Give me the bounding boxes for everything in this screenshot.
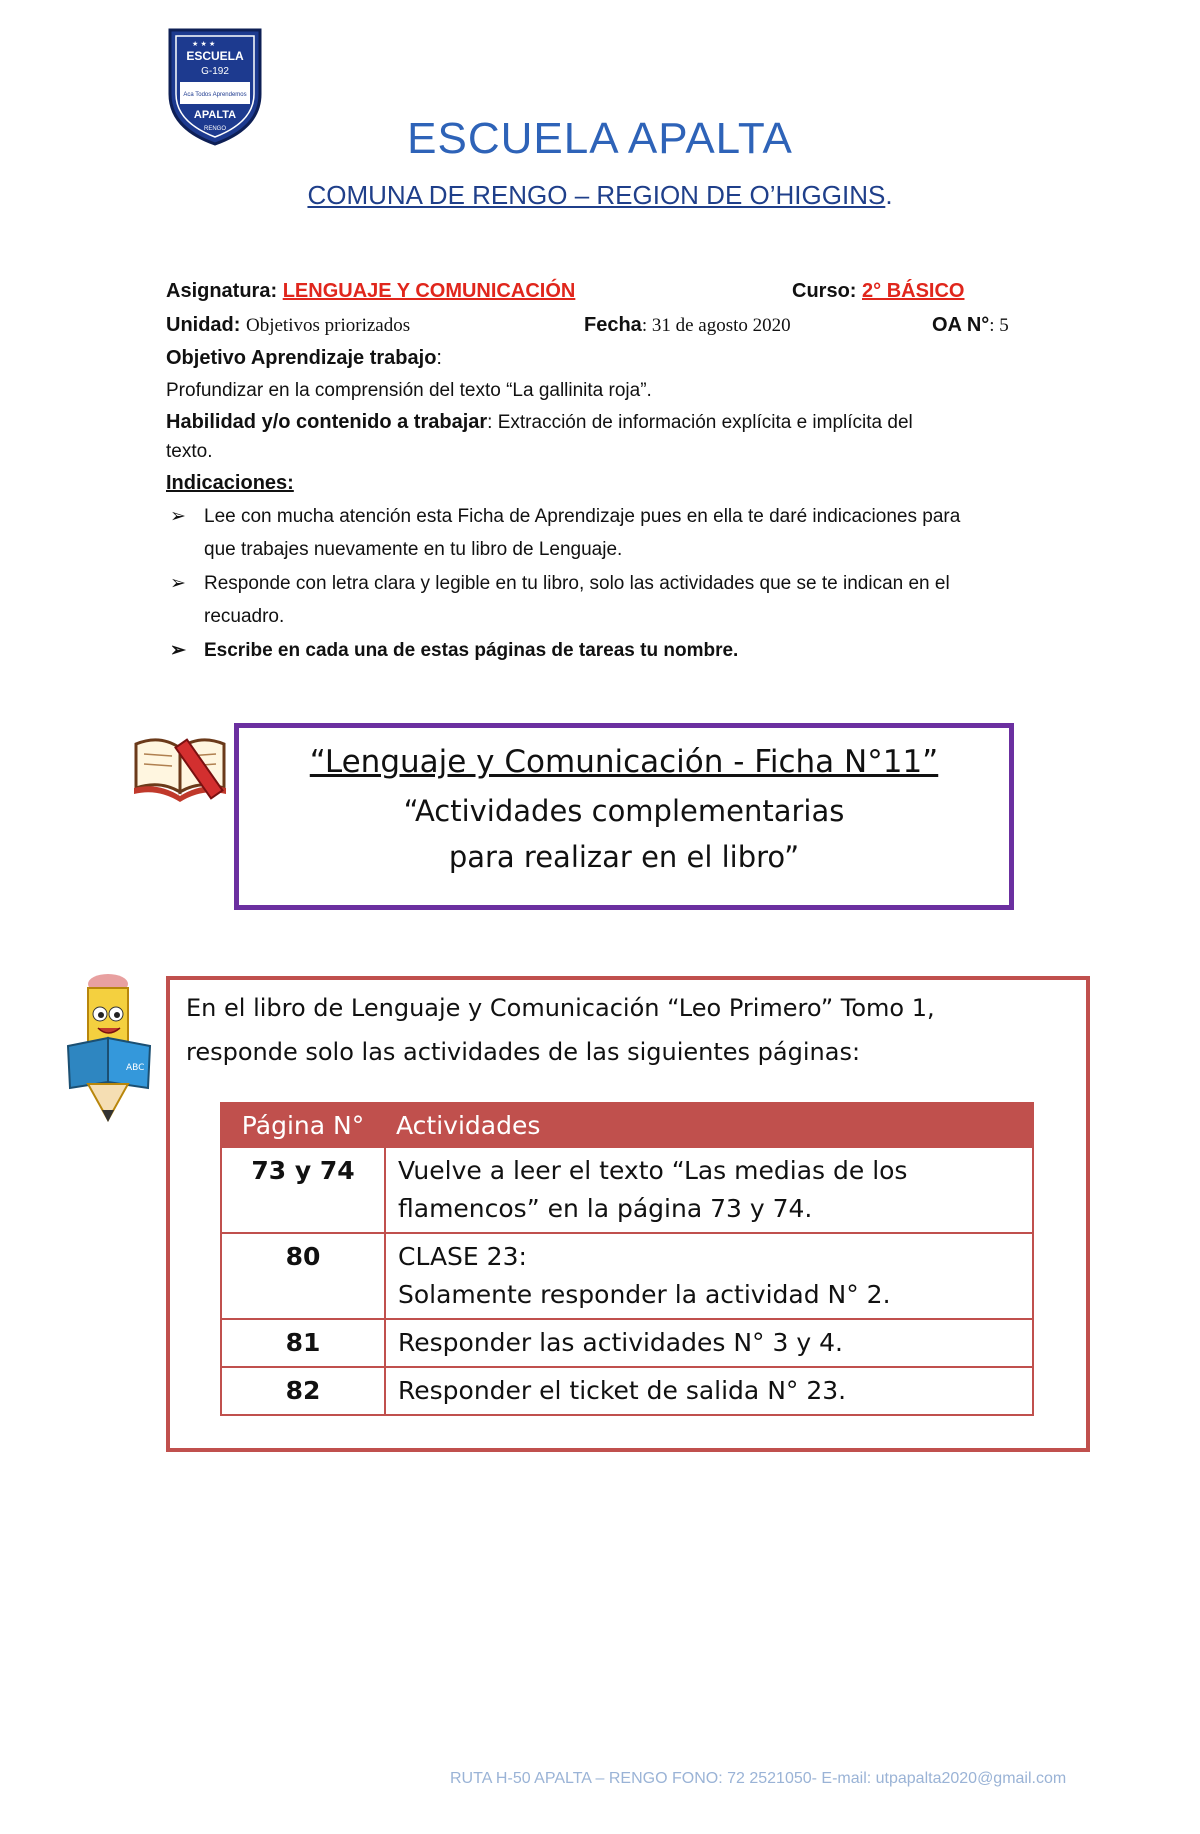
oa-label: OA N°	[932, 314, 990, 336]
book-pencil-icon	[130, 726, 234, 806]
activities-intro-line1: En el libro de Lenguaje y Comunicación “Leo Primero” Tomo 1,	[186, 994, 935, 1022]
bullet-item-2	[170, 567, 1084, 633]
unit-value: Objetivos priorizados	[246, 315, 411, 336]
instructions-label: Indicaciones:	[166, 472, 294, 494]
footer-contact: RUTA H-50 APALTA – RENGO FONO: 72 2521050- E-mail: utpapalta2020@gmail.com	[450, 1770, 1067, 1787]
table-row	[221, 1367, 1033, 1415]
course-row	[792, 280, 964, 303]
bullet-2-line2: recuadro.	[204, 606, 285, 627]
commune-text: COMUNA DE RENGO – REGION DE O’HIGGINS	[307, 180, 886, 210]
row-activity-line: flamencos” en la página 73 y 74.	[398, 1194, 813, 1223]
logo-line-1: ESCUELA	[186, 49, 244, 63]
skill-value-line2: texto.	[166, 441, 213, 462]
bullet-2-line1: Responde con letra clara y legible en tu libro, solo las actividades que se te indican en el	[204, 573, 950, 594]
subject-label: Asignatura:	[166, 280, 278, 302]
bullet-item-3	[170, 634, 1084, 667]
row-activity	[385, 1367, 1033, 1415]
worksheet-subtitle-line1: “Actividades complementarias	[403, 794, 845, 828]
row-activity	[385, 1319, 1033, 1367]
objective-value: Profundizar en la comprensión del texto “La gallinita roja”.	[166, 380, 652, 401]
bullet-item-1	[170, 500, 1084, 566]
subject-value: LENGUAJE Y COMUNICACIÓN	[282, 280, 576, 302]
skill-row	[166, 411, 913, 434]
row-page: 80	[221, 1233, 385, 1319]
bullet-3-line1: Escribe en cada una de estas páginas de tareas tu nombre.	[204, 640, 739, 661]
course-label: Curso:	[792, 280, 857, 302]
activities-table	[220, 1102, 1034, 1416]
mascot-book-letters: ABC	[126, 1063, 145, 1073]
row-activity-line: Responder las actividades N° 3 y 4.	[398, 1328, 843, 1357]
commune-region	[0, 180, 1200, 211]
bullet-1-line1: Lee con mucha atención esta Ficha de Aprendizaje pues en ella te daré indicaciones para	[204, 506, 961, 527]
row-page: 82	[221, 1367, 385, 1415]
commune-period: .	[885, 180, 893, 210]
bullet-arrow-icon: ➢	[170, 640, 186, 661]
table-header-row	[221, 1103, 1033, 1147]
table-row	[221, 1319, 1033, 1367]
bullet-1-line2: que trabajes nuevamente en tu libro de Lenguaje.	[204, 539, 623, 560]
objective-row	[166, 347, 442, 370]
row-activity	[385, 1233, 1033, 1319]
row-activity-line: Vuelve a leer el texto “Las medias de los	[398, 1156, 908, 1185]
unit-row	[166, 314, 410, 337]
row-activity-line: CLASE 23:	[398, 1242, 527, 1271]
logo-line-3: Aca Todos Aprendemos	[183, 92, 247, 98]
row-activity-line: Solamente responder la actividad N° 2.	[398, 1280, 891, 1309]
table-row	[221, 1233, 1033, 1319]
objective-label: Objetivo Aprendizaje trabajo	[166, 347, 437, 369]
school-name: ESCUELA APALTA	[407, 114, 793, 163]
course-value: 2° BÁSICO	[862, 280, 965, 302]
row-page: 73 y 74	[221, 1147, 385, 1233]
header-activities: Actividades	[385, 1103, 1033, 1147]
subject-row	[166, 280, 575, 303]
activities-intro-line2: responde solo las actividades de las siguientes páginas:	[186, 1038, 861, 1066]
svg-text:★ ★ ★: ★ ★ ★	[192, 40, 216, 48]
date-row	[584, 314, 791, 337]
pencil-reading-mascot-icon	[62, 970, 162, 1136]
worksheet-title: “Lenguaje y Comunicación - Ficha N°11”	[309, 744, 939, 780]
row-page: 81	[221, 1319, 385, 1367]
row-activity	[385, 1147, 1033, 1233]
logo-line-4: APALTA	[193, 109, 237, 121]
unit-label: Unidad:	[166, 314, 241, 336]
header-page: Página N°	[221, 1103, 385, 1147]
date-label: Fecha	[584, 314, 642, 336]
skill-label: Habilidad y/o contenido a trabajar	[166, 411, 488, 433]
bullet-arrow-icon: ➢	[170, 573, 186, 594]
logo-line-5: RENGO	[203, 126, 227, 132]
skill-value-line1: : Extracción de información explícita e implícita del	[487, 412, 913, 433]
worksheet-title-box	[234, 723, 1014, 910]
logo-line-2: G-192	[201, 66, 229, 77]
bullet-arrow-icon: ➢	[170, 506, 186, 527]
row-activity-line: Responder el ticket de salida N° 23.	[398, 1376, 847, 1405]
objective-colon: :	[436, 347, 442, 369]
table-row	[221, 1147, 1033, 1233]
oa-value: : 5	[989, 315, 1009, 336]
worksheet-subtitle-line2: para realizar en el libro”	[448, 840, 800, 874]
oa-row	[932, 314, 1009, 337]
date-value: : 31 de agosto 2020	[641, 315, 791, 336]
